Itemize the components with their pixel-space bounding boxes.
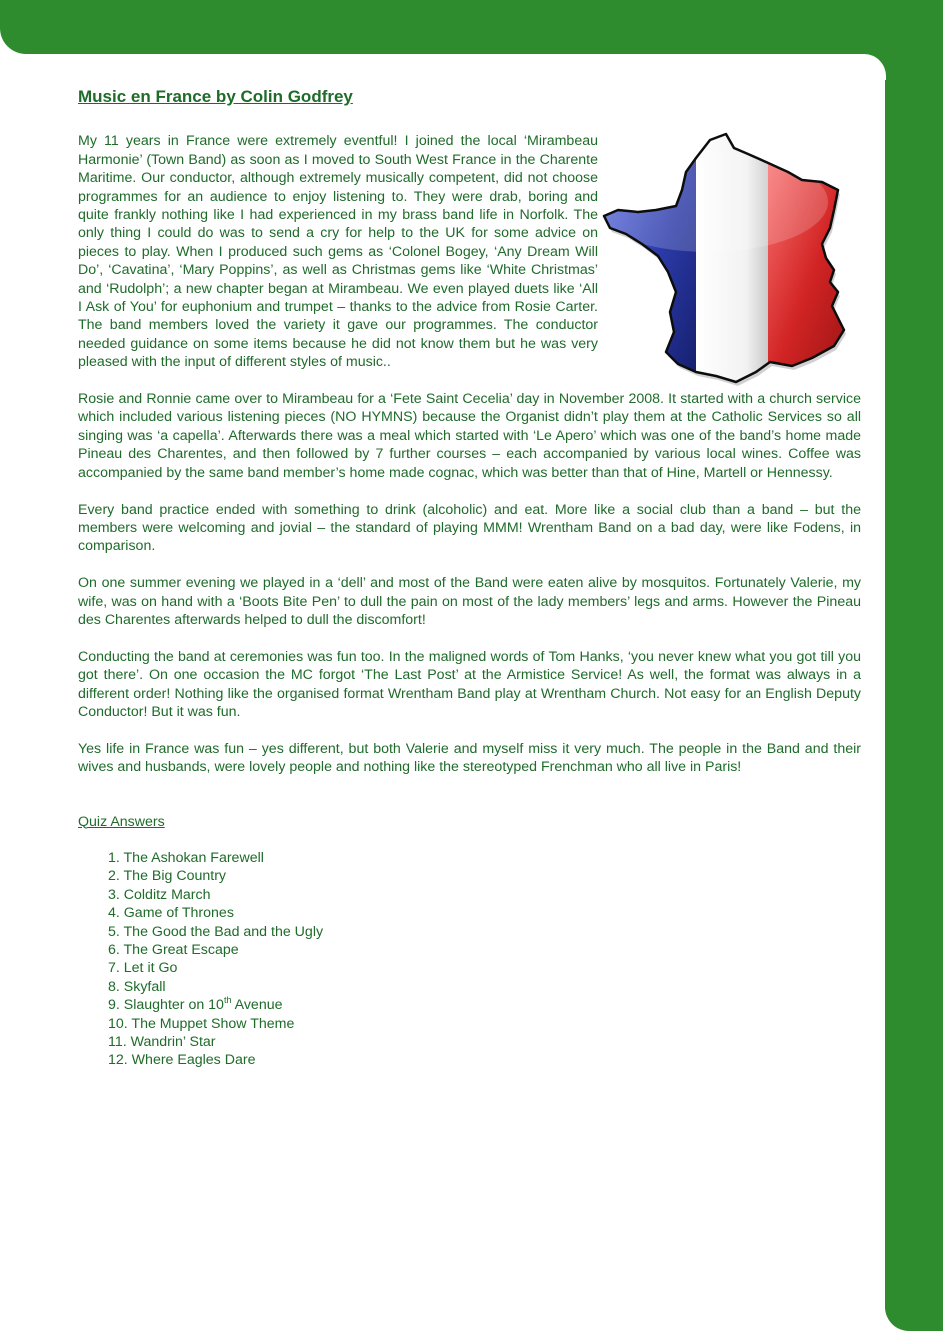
flag-blue-stripe [598, 132, 696, 390]
quiz-answer-item: 11. Wandrin’ Star [108, 1034, 216, 1051]
quiz-answer-item: 7. Let it Go [108, 960, 178, 977]
quiz-answer-item: 2. The Big Country [108, 868, 227, 885]
quiz-answer-item: 5. The Good the Bad and the Ugly [108, 923, 324, 940]
article-paragraph-3: Every band practice ended with something to drink (alcoholic) and eat. More like a social club than a band – but the members were welcoming and jovial – the standard of playing MMM! Wrentham Band on a bad day, were like Fodens, in comparison. [78, 501, 861, 555]
inner-corner-curve [860, 54, 886, 80]
quiz-answer-item: 1. The Ashokan Farewell [108, 849, 264, 866]
article-paragraph-5: Conducting the band at ceremonies was fun too. In the maligned words of Tom Hanks, ‘you never knew what you got till you got there’. On one occasion the MC forgot ‘The Last Post’ at the Armistice Service! As well, the format was always in a different order! Nothing like the organised format Wrentham Band play at Wrentham Church. Not easy for an English Deputy Conductor! But it was fun. [78, 648, 861, 720]
france-flag-map-image [598, 132, 866, 390]
article-content [78, 88, 861, 1070]
article-paragraph-2: Rosie and Ronnie came over to Mirambeau for a ‘Fete Saint Cecelia’ day in November 2008. It started with a church service which included various listening pieces (NO HYMNS) because the Organist didn’t play them at the Catholic Services so all singing was ‘a capella’. Afterwards there was a meal which started with ‘Le Apero’ which was one of the band’s home made Pineau des Charentes, and then followed by 7 further courses – each accompanied by various local wines. Coffee was accompanied by the same band member’s home made cognac, which was better than that of Hine, Martell or Hennessy. [78, 391, 861, 481]
quiz-answer-item: 12. Where Eagles Dare [108, 1052, 256, 1069]
banner-corner [883, 0, 943, 54]
quiz-answer-9-prefix: 9. Slaughter on 10 [108, 997, 224, 1014]
right-green-border [885, 0, 943, 1331]
quiz-answer-item: 6. The Great Escape [108, 941, 239, 958]
quiz-answer-9-suffix: Avenue [231, 997, 283, 1014]
quiz-answers-list [78, 849, 861, 1070]
quiz-answer-item: 4. Game of Thrones [108, 905, 234, 922]
quiz-answers-heading: Quiz Answers [78, 813, 165, 830]
quiz-answer-item: 10. The Muppet Show Theme [108, 1015, 295, 1032]
article-paragraph-6: Yes life in France was fun – yes different, but both Valerie and myself miss it very much. The people in the Band and their wives and husbands, were lovely people and nothing like the stereotyped Frenchman who all live in Paris! [78, 740, 861, 776]
quiz-answer-item: 3. Colditz March [108, 886, 211, 903]
quiz-answer-item: 8. Skyfall [108, 978, 166, 995]
article-title: Music en France by Colin Godfrey [78, 87, 353, 106]
quiz-answer-item-9 [108, 996, 861, 1014]
quiz-answer-9-ordinal: th [223, 995, 232, 1006]
article-paragraph-1: My 11 years in France were extremely eventful! I joined the local ‘Mirambeau Harmonie’ (Town Band) as soon as I moved to South West France in the Charente Maritime. Our conductor, although extremely musically competent, did not choose programmes for an audience to enjoy listening to. They were drab, boring and quite frankly nothing like I had experienced in my brass band life in Norfolk. The only thing I could do was to send a cry for help to the UK for some advice on pieces to play. When I produced such gems as ‘Colonel Bogey, ‘Any Dream Will Do’, ‘Cavatina’, ‘Mary Poppins’, as well as Christmas gems like ‘White Christmas’ and ‘Rudolph’; a new chapter began at Mirambeau. We even played duets like ‘All I Ask of You’ for euphonium and trumpet – thanks to the advice from Rosie Carter. The band members loved the variety it gave our programmes. The conductor needed guidance on some items because he did not know them but he was very pleased with the input of different styles of music.. [78, 133, 598, 371]
top-green-banner [0, 0, 943, 54]
article-paragraph-4: On one summer evening we played in a ‘dell’ and most of the Band were eaten alive by mosquitos. Fortunately Valerie, my wife, was on hand with a ‘Boots Bite Pen’ to dull the pain on most of the lady members’ legs and arms. However the Pineau des Charentes afterwards helped to dull the discomfort! [78, 575, 861, 628]
